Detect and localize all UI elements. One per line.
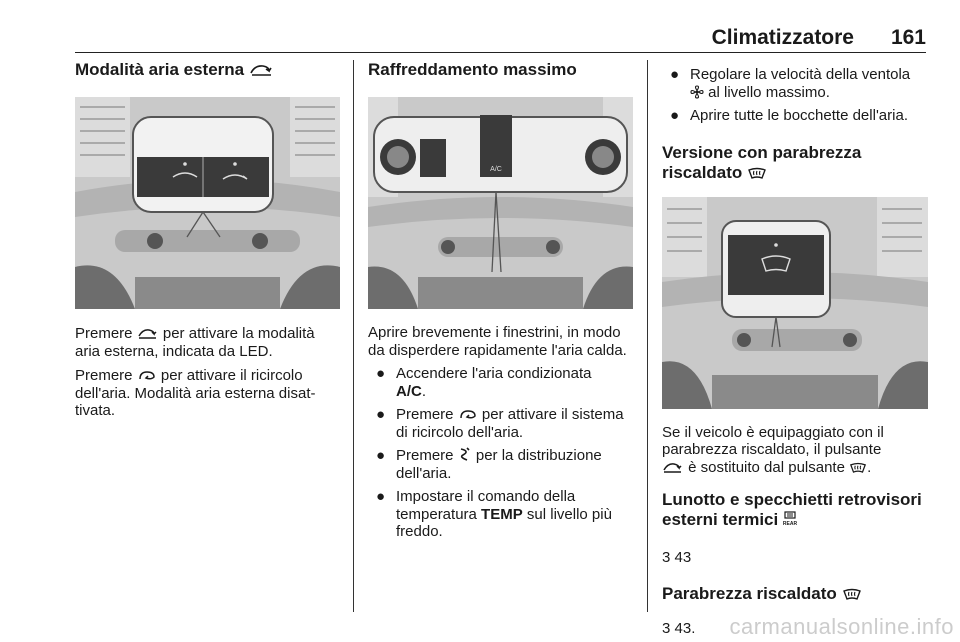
- list-item: ● Accendere l'aria condizionata A/C.: [376, 365, 592, 400]
- max-cooling-figure: [368, 97, 633, 309]
- column-divider-1: [353, 60, 354, 612]
- page-title: Climatizzatore: [711, 26, 854, 49]
- recirculation-icon: [137, 369, 157, 382]
- ac-button-label: A/C: [490, 166, 502, 173]
- list-item: ● Premere per la distribuzione dell'aria.: [376, 447, 602, 482]
- recirculation-icon: [458, 408, 478, 421]
- column-divider-2: [647, 60, 648, 612]
- list-item: ● Regolare la velocità della ventola al livello massimo.: [670, 66, 911, 101]
- column-3: ● Regolare la velocità della ventola al livello massimo. ● Aprire tutte le bocchette dell'aria. Versione con parabrezza riscaldato Se il veicolo è equipaggiato con il parabrezza riscaldato, il pulsante è sostituito dal pulsante . Lunotto e specchietti retrovisori esterni termici REAR 3 43 Parabrezza riscaldato 3 43.: [662, 60, 928, 637]
- outside-air-icon: [137, 327, 159, 340]
- outside-air-button-figure: [75, 97, 340, 309]
- page-reference[interactable]: 3 43.: [662, 619, 696, 637]
- list-item: ● Premere per attivare il sistema di ricircolo dell'aria.: [376, 406, 624, 441]
- page-reference[interactable]: 3 43: [662, 549, 692, 566]
- heated-windscreen-icon: [842, 588, 862, 601]
- section-heading-outside-air: Modalità aria esterna: [75, 60, 340, 80]
- watermark: carmanualsonline.info: [729, 614, 954, 639]
- column-1: Modalità aria esterna Premere per attivare la modalità aria esterna, indicata da LED. Premere per attivare il ricircolo dell'aria. Modalità aria esterna disat-tivata.: [75, 60, 340, 420]
- heated-windscreen-figure: [662, 197, 928, 409]
- fan-icon: [690, 85, 704, 99]
- list-item: ● Aprire tutte le bocchette dell'aria.: [670, 107, 908, 124]
- outside-air-icon: [662, 461, 684, 474]
- heated-windscreen-icon: [849, 462, 867, 474]
- page-number: 161: [890, 26, 926, 49]
- page-header: [75, 22, 926, 53]
- list-item: ● Impostare il comando della temperatura TEMP sul livello più freddo.: [376, 488, 612, 540]
- rear-window-heating-icon: [783, 511, 797, 527]
- rear-icon-label: REAR: [782, 521, 797, 527]
- section-heading-rear-window-heating: Lunotto e specchietti retrovisori esterni termici REAR: [662, 490, 922, 529]
- heated-windscreen-icon: [747, 167, 767, 180]
- column-2: Raffreddamento massimo A/C Aprire brevemente i finestrini, in modo da disperdere rapidamente l'aria calda. ● Accendere l'aria condizionata A/C. ● Premere per attivare il sistema di ricircolo dell'aria. ● Premere per la distribuzione dell'aria. ● Impostare il comando della temperatura TEMP sul livello più freddo.: [368, 60, 633, 541]
- section-heading-heated-windscreen-version: Versione con parabrezza riscaldato: [662, 142, 862, 182]
- section-heading-heated-windscreen: Parabrezza riscaldato: [662, 584, 928, 604]
- outside-air-icon: [249, 63, 275, 77]
- air-distribution-icon: [458, 447, 472, 462]
- section-heading-max-cooling: Raffreddamento massimo: [368, 60, 577, 79]
